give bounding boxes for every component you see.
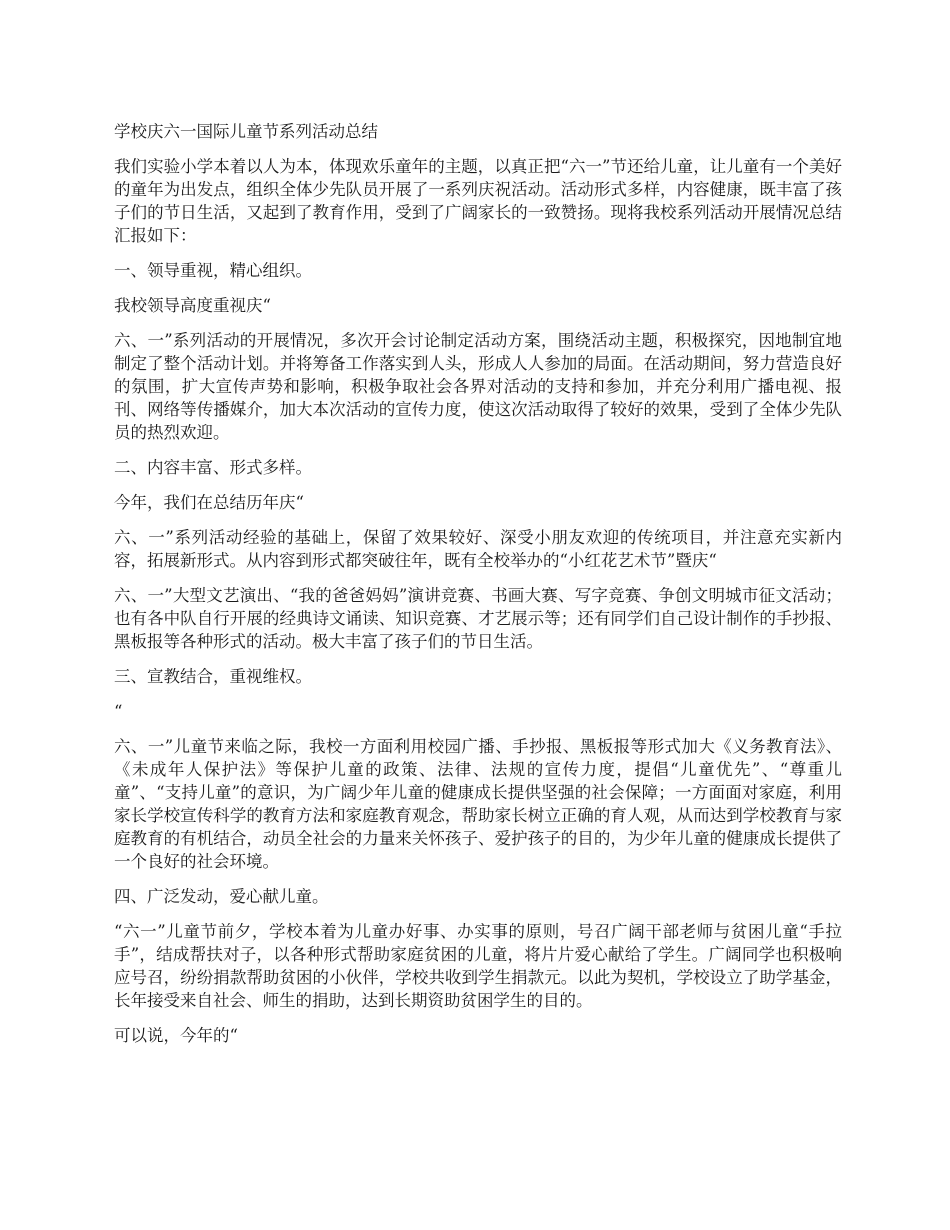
- paragraph: 六、一”系列活动的开展情况，多次开会讨论制定活动方案，围绕活动主题，积极探究，因地制宜地制定了整个活动计划。并将筹备工作落实到人头，形成人人参加的局面。在活动期间，努力营造良好的氛围，扩大宣传声势和影响，积极争取社会各界对活动的支持和参加，并充分利用广播电视、报刊、网络等传播媒介，加大本次活动的宣传力度，使这次活动取得了较好的效果，受到了全体少先队员的热烈欢迎。: [114, 331, 842, 442]
- section-heading-3: 三、宣教结合，重视维权。: [114, 667, 312, 686]
- paragraph: “六一”儿童节前夕，学校本着为儿童办好事、办实事的原则，号召广阔干部老师与贫困儿童“手拉手”，结成帮扶对子，以各种形式帮助家庭贫困的儿童，将片片爱心献给了学生。广阔同学也积极响应号召，纷纷捐款帮助贫困的小伙伴，学校共收到学生捐款元。以此为契机，学校设立了助学基金，长年接受来自社会、师生的捐助，达到长期资助贫困学生的目的。: [114, 922, 842, 1010]
- paragraph: 我校领导高度重视庆“: [114, 296, 271, 315]
- paragraph: 可以说，今年的“: [114, 1026, 238, 1045]
- paragraph: 今年，我们在总结历年庆“: [114, 493, 304, 512]
- section-heading-2: 二、内容丰富、形式多样。: [114, 458, 312, 477]
- paragraph: 六、一”系列活动经验的基础上，保留了效果较好、深受小朋友欢迎的传统项目，并注意充实新内容，拓展新形式。从内容到形式都突破往年，既有全校举办的“小红花艺术节”暨庆“: [114, 528, 842, 570]
- paragraph-intro: 我们实验小学本着以人为本，体现欢乐童年的主题，以真正把“六一”节还给儿童，让儿童有一个美好的童年为出发点，组织全体少先队员开展了一系列庆祝活动。活动形式多样，内容健康，既丰富了孩子们的节日生活，又起到了教育作用，受到了广阔家长的一致赞扬。现将我校系列活动开展情况总结汇报如下：: [114, 157, 842, 245]
- paragraph: 六、一”大型文艺演出、“我的爸爸妈妈”演讲竞赛、书画大赛、写字竞赛、争创文明城市征文活动；也有各中队自行开展的经典诗文诵读、知识竞赛、才艺展示等；还有同学们自己设计制作的手抄报、黑板报等各种形式的活动。极大丰富了孩子们的节日生活。: [114, 586, 842, 651]
- section-heading-1: 一、领导重视，精心组织。: [114, 261, 312, 280]
- section-heading-4: 四、广泛发动，爱心献儿童。: [114, 887, 329, 906]
- document-body: [114, 120, 842, 1059]
- document-title: 学校庆六一国际儿童节系列活动总结: [114, 122, 378, 141]
- paragraph: 六、一”儿童节来临之际，我校一方面利用校园广播、手抄报、黑板报等形式加大《义务教育法》、《未成年人保护法》等保护儿童的政策、法律、法规的宣传力度，提倡“儿童优先”、“尊重儿童”、“支持儿童”的意识，为广阔少年儿童的健康成长提供坚强的社会保障；一方面面对家庭，利用家长学校宣传科学的教育方法和家庭教育观念，帮助家长树立正确的育人观，从而达到学校教育与家庭教育的有机结合，动员全社会的力量来关怀孩子、爱护孩子的目的，为少年儿童的健康成长提供了一个良好的社会环境。: [114, 737, 842, 871]
- paragraph: “: [114, 702, 123, 721]
